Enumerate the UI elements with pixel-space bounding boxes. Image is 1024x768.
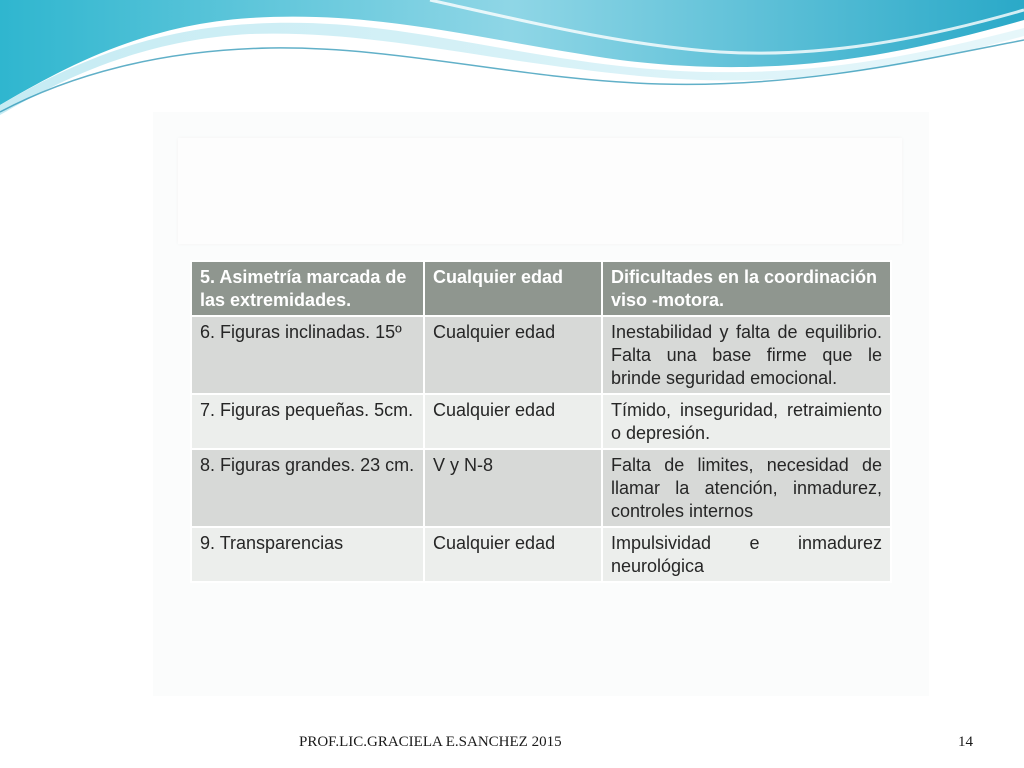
cell-indicator: 9. Transparencias — [191, 527, 424, 582]
cell-age: V y N-8 — [424, 449, 602, 527]
header-wave-decoration — [0, 0, 1024, 120]
table-row — [191, 527, 891, 582]
cell-meaning: Falta de limites, necesidad de llamar la atención, inmadurez, controles internos — [602, 449, 891, 527]
header-cell-indicator: 5. Asimetría marcada de las extremidades. — [191, 261, 424, 316]
cell-indicator: 6. Figuras inclinadas. 15º — [191, 316, 424, 394]
cell-age: Cualquier edad — [424, 527, 602, 582]
cell-meaning: Inestabilidad y falta de equilibrio. Falta una base firme que le brinde seguridad emocional. — [602, 316, 891, 394]
table-row — [191, 316, 891, 394]
page-number: 14 — [958, 734, 973, 750]
header-cell-meaning: Dificultades en la coordinación viso -motora. — [602, 261, 891, 316]
table-header-row — [191, 261, 891, 316]
cell-meaning: Impulsividad e inmadurez neurológica — [602, 527, 891, 582]
table-row — [191, 394, 891, 449]
cell-meaning: Tímido, inseguridad, retraimiento o depresión. — [602, 394, 891, 449]
cell-indicator: 8. Figuras grandes. 23 cm. — [191, 449, 424, 527]
title-placeholder — [178, 138, 902, 244]
test-indicators-table — [190, 260, 892, 583]
cell-indicator: 7. Figuras pequeñas. 5cm. — [191, 394, 424, 449]
table-row — [191, 449, 891, 527]
footer-author: PROF.LIC.GRACIELA E.SANCHEZ 2015 — [299, 734, 562, 750]
cell-age: Cualquier edad — [424, 394, 602, 449]
cell-age: Cualquier edad — [424, 316, 602, 394]
header-cell-age: Cualquier edad — [424, 261, 602, 316]
